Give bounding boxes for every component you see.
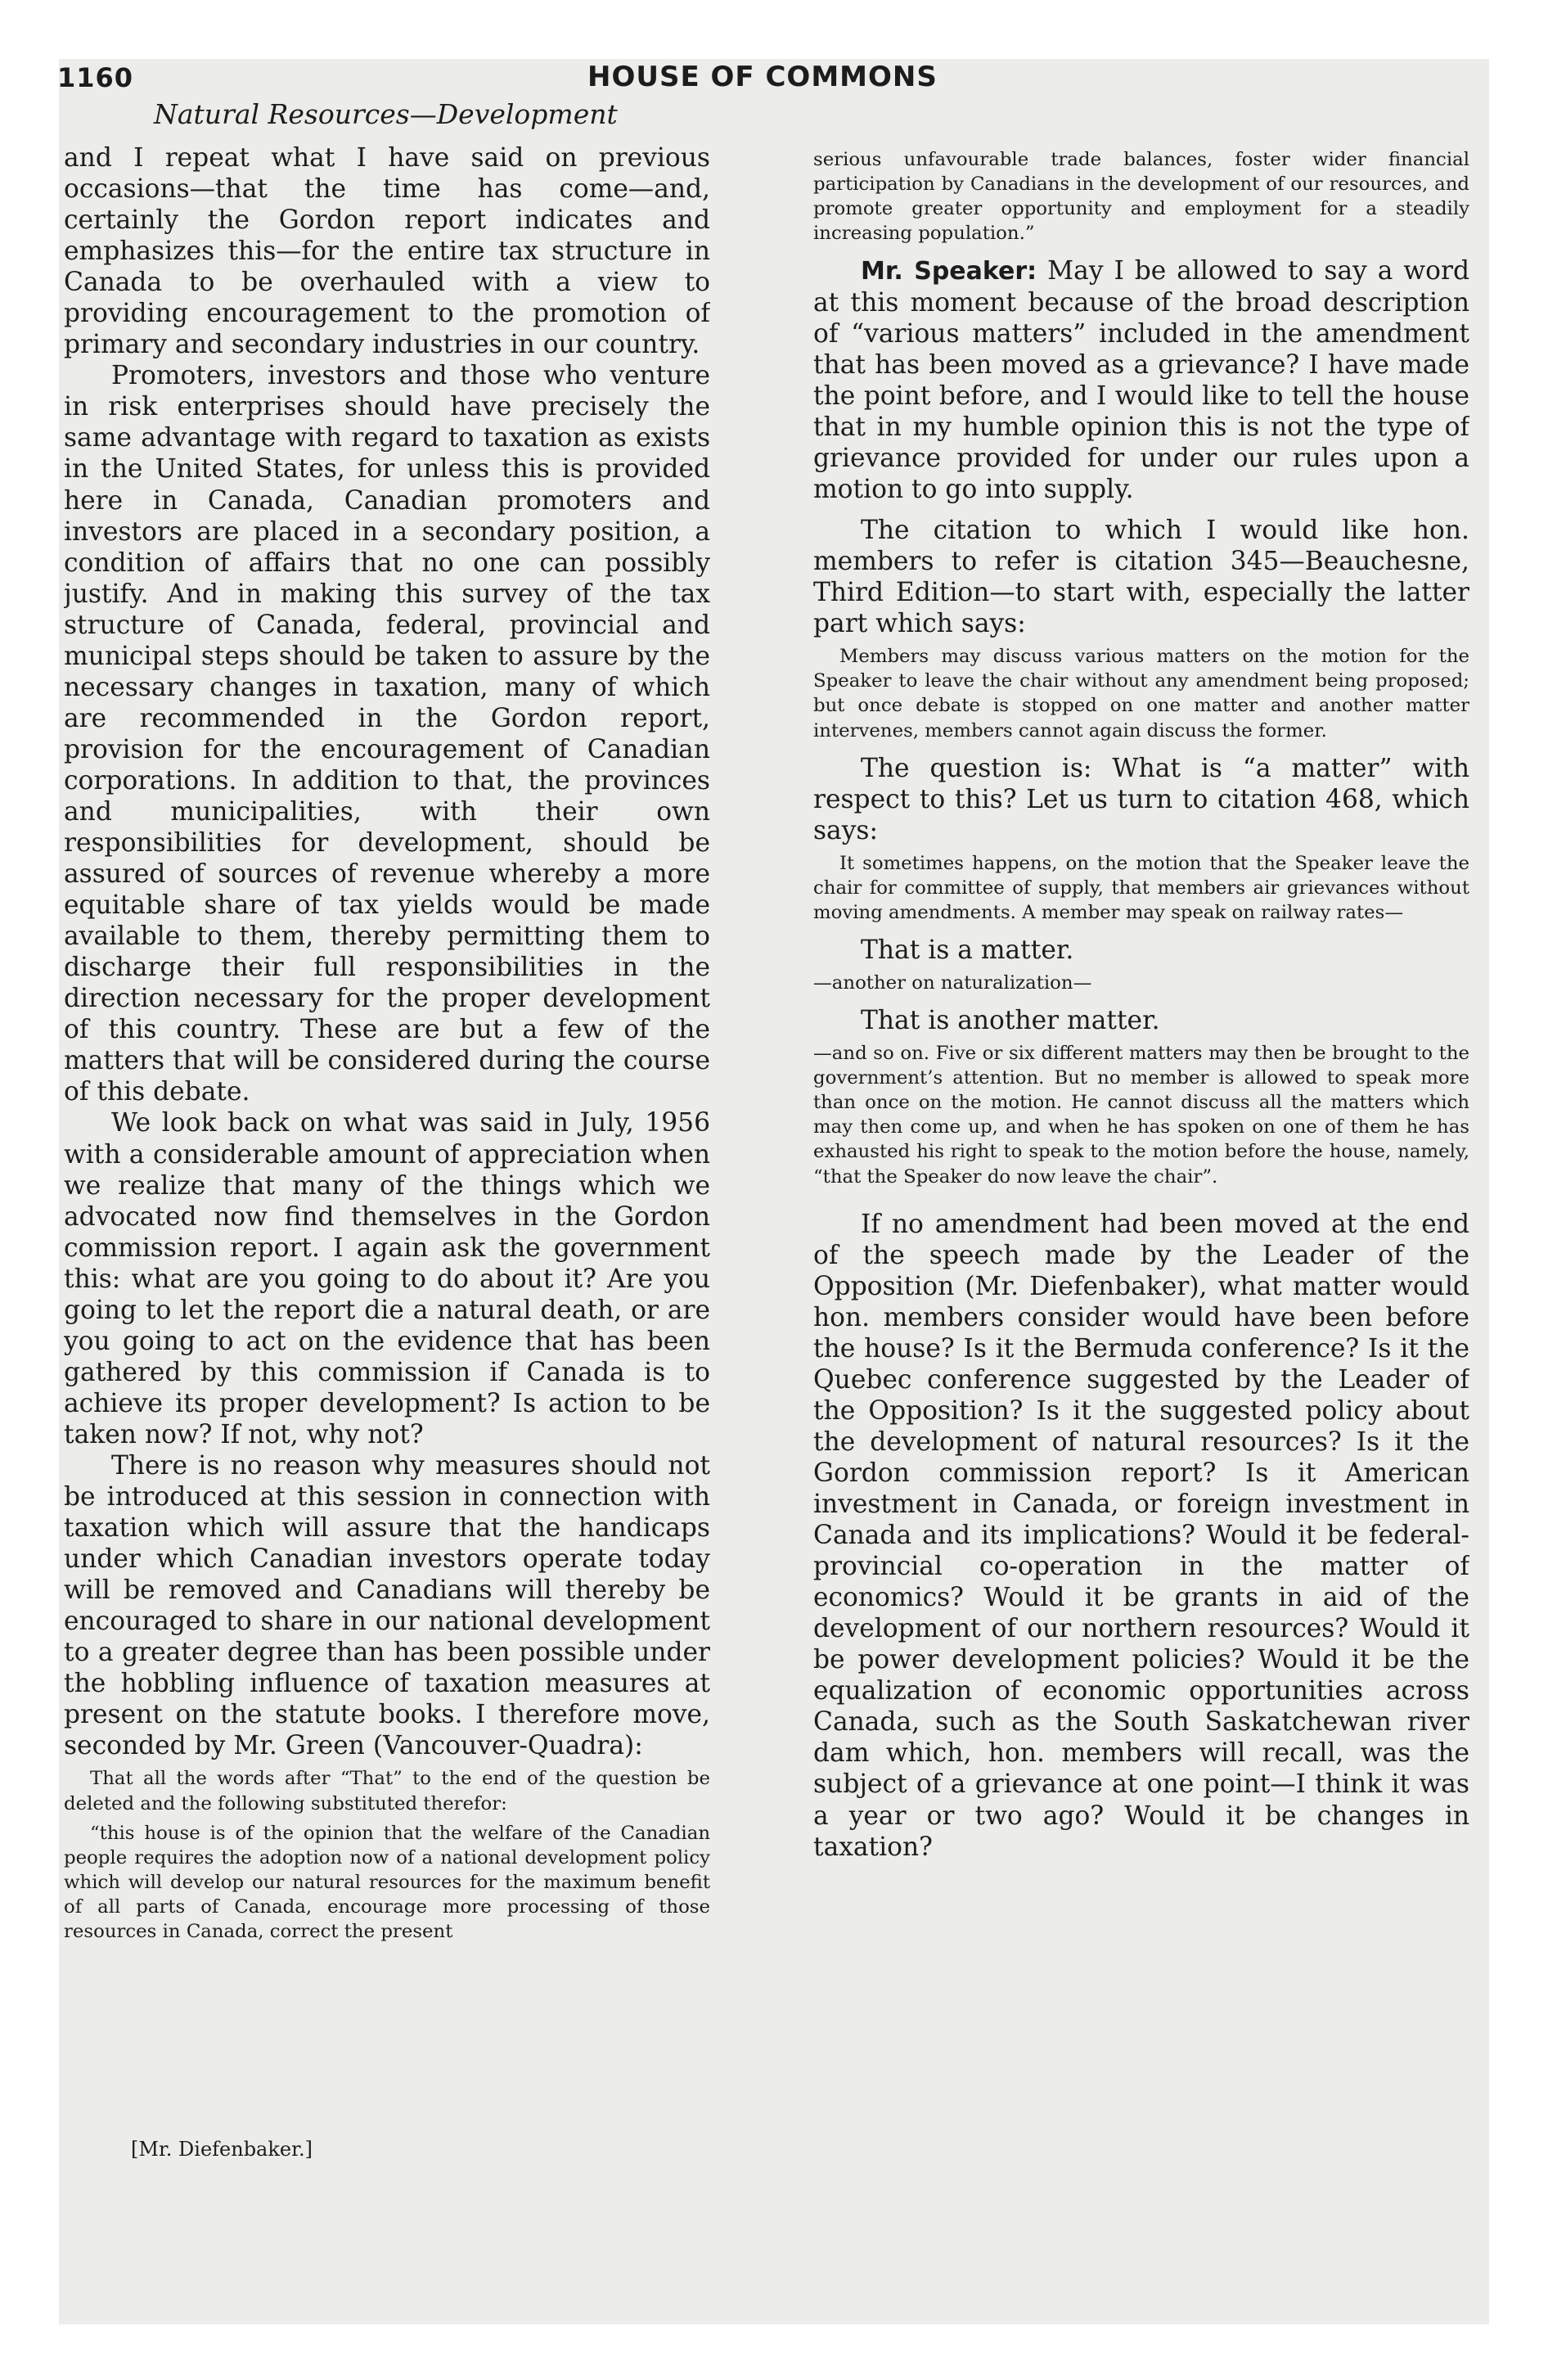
citation-quote: It sometimes happens, on the motion that the Speaker leave the chair for committee of supply, that members air grievances without moving amendments. A member may speak on railway rates— (813, 852, 1469, 923)
paragraph-text: May I be allowed to say a word at this moment because of the broad description of “various matters” included in the amendment that has been moved as a grievance? I have made the point before, and I would like to tell the house that in my humble opinion this is not the type of grievance provided for under our rules upon a motion to go into supply. (813, 256, 1469, 505)
paragraph: and I repeat what I have said on previous occasions—that the time has come—and, certainly the Gordon report indicates and emphasizes this—for the entire tax structure in Canada to be overhauled with a view to providing encouragement to the promotion of primary and secondary industries in our country. (64, 143, 710, 360)
speaker-footer: [Mr. Diefenbaker.] (131, 2138, 313, 2161)
paragraph: There is no reason why measures should not be introduced at this session in connection with taxation which will assure that the handicaps under which Canadian investors operate today will be removed and Canadians will thereby be encouraged to share in our national development to a greater degree than has been possible under the hobbling influence of taxation measures at present on the statute books. I therefore move, seconded by Mr. Green (Vancouver-Quadra): (64, 1450, 710, 1761)
quoted-motion: That all the words after “That” to the end of the question be deleted and the following substituted therefor: (64, 1768, 710, 1814)
right-column (813, 144, 1469, 2264)
paragraph: The question is: What is “a matter” with respect to this? Let us turn to citation 468, which says: (813, 753, 1469, 845)
paragraph: That is another matter. (861, 1006, 1160, 1036)
paragraph: That is a matter. (861, 935, 1074, 965)
running-title: HOUSE OF COMMONS (587, 61, 938, 93)
left-column (64, 142, 710, 2262)
paragraph (813, 255, 1469, 505)
paragraph: Promoters, investors and those who venture in risk enterprises should have precisely the same advantage with regard to taxation as exists in the United States, for unless this is provided here in Canada, Canadian promoters and investors are placed in a secondary position, a condition of affairs that no one can possibly justify. And in making this survey of the tax structure of Canada, federal, provincial and municipal steps should be taken to assure by the necessary changes in taxation, many of which are recommended in the Gordon report, provision for the encouragement of Canadian corporations. In addition to that, the provinces and municipalities, with their own responsibilities for development, should be assured of sources of revenue whereby a more equitable share of tax yields would be made available to them, thereby permitting them to discharge their full responsibilities in the direction necessary for the proper development of this country. These are but a few of the matters that will be considered during the course of this debate. (64, 361, 710, 1107)
quoted-motion: serious unfavourable trade balances, foster wider financial participation by Canadians in the development of our resources, and promote greater opportunity and employment for a steadily increasing population.” (813, 149, 1469, 245)
section-title: Natural Resources—Development (154, 98, 618, 130)
paragraph: The citation to which I would like hon. members to refer is citation 345—Beauchesne, Third Edition—to start with, especially the latter part which says: (813, 516, 1469, 639)
speaker-label: Mr. Speaker: (861, 257, 1037, 286)
citation-quote: —another on naturalization— (813, 972, 1092, 994)
citation-quote: —and so on. Five or six different matters may then be brought to the government’s attention. But no member is allowed to speak more than once on the motion. He cannot discuss all the matters which may then come up, and when he has spoken on one of them he has exhausted his right to speak to the motion before the house, namely, “that the Speaker do now leave the chair”. (813, 1043, 1469, 1188)
paragraph: We look back on what was said in July, 1956 with a considerable amount of appreciation when we realize that many of the things which we advocated now find themselves in the Gordon commission report. I again ask the government this: what are you going to do about it? Are you going to let the report die a natural death, or are you going to act on the evidence that has been gathered by this commission if Canada is to achieve its proper development? Is action to be taken now? If not, why not? (64, 1108, 710, 1449)
page-number: 1160 (57, 62, 134, 93)
quoted-motion: “this house is of the opinion that the welfare of the Canadian people requires the adoption now of a national development policy which will develop our natural resources for the maximum benefit of all parts of Canada, encourage more processing of those resources in Canada, correct the present (64, 1822, 710, 1942)
paragraph: If no amendment had been moved at the end of the speech made by the Leader of the Opposition (Mr. Diefenbaker), what matter would hon. members consider would have been before the house? Is it the Bermuda conference? Is it the Quebec conference suggested by the Leader of the Opposition? Is it the suggested policy about the development of natural resources? Is it the Gordon commission report? Is it American investment in Canada, or foreign investment in Canada and its implications? Would it be federal-provincial co-operation in the matter of economics? Would it be grants in aid of the development of our northern resources? Would it be power development policies? Would it be the equalization of economic opportunities across Canada, such as the South Saskatchewan river dam which, hon. members will recall, was the subject of a grievance at one point—I think it was a year or two ago? Would it be changes in taxation? (813, 1209, 1469, 1862)
citation-quote: Members may discuss various matters on the motion for the Speaker to leave the chair without any amendment being proposed; but once debate is stopped on one matter and another matter intervenes, members cannot again discuss the former. (813, 646, 1469, 741)
